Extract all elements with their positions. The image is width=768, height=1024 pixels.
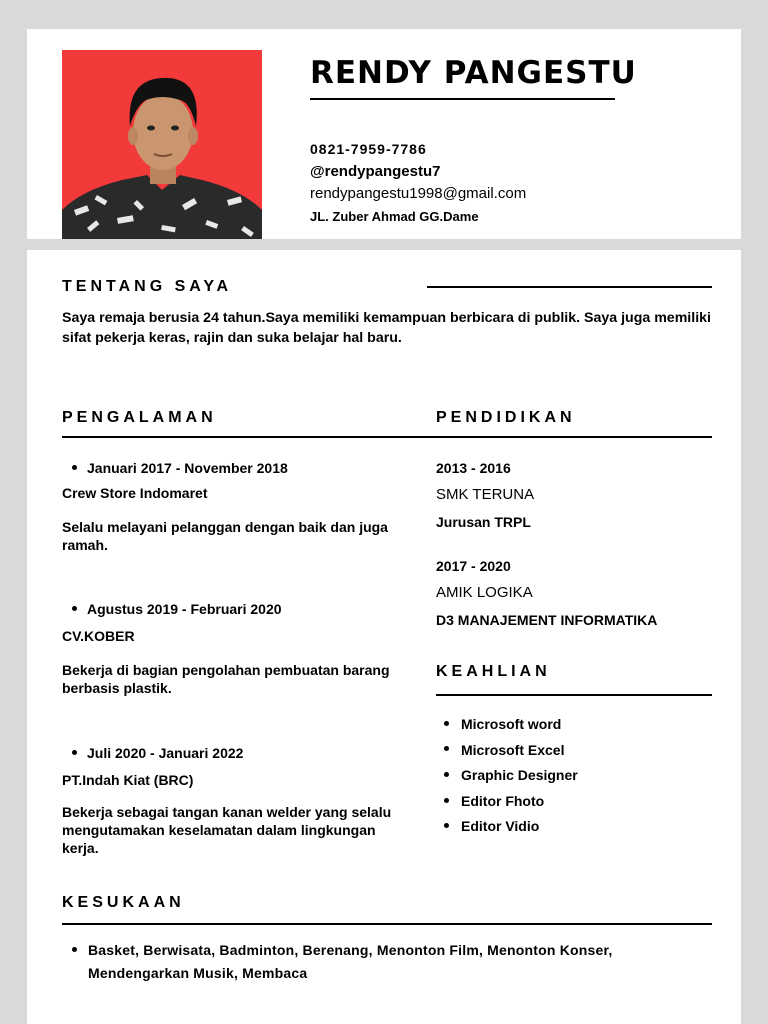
skills-divider xyxy=(436,694,712,696)
profile-photo xyxy=(62,50,262,239)
experience-period: Juli 2020 - Januari 2022 xyxy=(72,744,243,762)
header-card xyxy=(27,29,741,239)
bullet-icon xyxy=(72,947,77,952)
skill-item: Editor Vidio xyxy=(444,814,578,840)
hobbies-text: Basket, Berwisata, Badminton, Berenang, Menonton Film, Menonton Konser, Mendengarkan Musik, Membaca xyxy=(88,942,613,981)
bullet-icon xyxy=(444,746,449,751)
skills-section-title: KEAHLIAN xyxy=(436,663,551,680)
skill-item: Editor Fhoto xyxy=(444,789,578,815)
about-divider xyxy=(427,286,712,288)
experience-company: Crew Store Indomaret xyxy=(62,485,208,501)
skill-item: Microsoft word xyxy=(444,712,578,738)
bullet-icon xyxy=(72,465,77,470)
bullet-icon xyxy=(72,750,77,755)
education-major: Jurusan TRPL xyxy=(436,514,531,530)
experience-period: Agustus 2019 - Februari 2020 xyxy=(72,600,282,618)
hobbies-list-item xyxy=(62,939,712,985)
bullet-icon xyxy=(444,721,449,726)
phone-number: 0821-7959-7786 xyxy=(310,141,427,157)
bullet-icon xyxy=(72,606,77,611)
resume-body-card xyxy=(27,250,741,1024)
hobbies-divider xyxy=(62,923,712,925)
email-address: rendypangestu1998@gmail.com xyxy=(310,185,527,202)
hobbies-section-title: KESUKAAN xyxy=(62,894,185,911)
bullet-icon xyxy=(444,823,449,828)
education-years: 2013 - 2016 xyxy=(436,460,511,476)
education-section-title: PENDIDIKAN xyxy=(436,409,576,426)
about-section-title: TENTANG SAYA xyxy=(62,278,233,295)
bullet-icon xyxy=(444,772,449,777)
education-school: SMK TERUNA xyxy=(436,486,535,503)
experience-description: Bekerja sebagai tangan kanan welder yang selalu mengutamakan keselamatan dalam lingkungan kerja. xyxy=(62,804,392,856)
skill-item: Graphic Designer xyxy=(444,763,578,789)
education-major: D3 MANAJEMENT INFORMATIKA xyxy=(436,612,658,628)
education-years: 2017 - 2020 xyxy=(436,558,511,574)
experience-description: Selalu melayani pelanggan dengan baik dan juga ramah. xyxy=(62,519,388,553)
home-address: JL. Zuber Ahmad GG.Dame xyxy=(310,209,479,224)
experience-company: PT.Indah Kiat (BRC) xyxy=(62,772,194,788)
experience-education-divider xyxy=(62,436,712,438)
portrait-image xyxy=(62,50,262,239)
skill-item: Microsoft Excel xyxy=(444,738,578,764)
experience-company: CV.KOBER xyxy=(62,628,135,644)
skills-list xyxy=(444,712,578,840)
experience-section-title: PENGALAMAN xyxy=(62,409,217,426)
experience-period: Januari 2017 - November 2018 xyxy=(72,459,288,477)
social-handle: @rendypangestu7 xyxy=(310,163,441,180)
about-text: Saya remaja berusia 24 tahun.Saya memiliki kemampuan berbicara di publik. Saya juga memiliki sifat pekerja keras, rajin dan suka belajar hal baru. xyxy=(62,310,711,346)
name-divider xyxy=(310,98,615,100)
experience-description: Bekerja di bagian pengolahan pembuatan barang berbasis plastik. xyxy=(62,662,390,696)
bullet-icon xyxy=(444,798,449,803)
person-name: RENDY PANGESTU xyxy=(310,55,637,91)
education-school: AMIK LOGIKA xyxy=(436,584,533,601)
